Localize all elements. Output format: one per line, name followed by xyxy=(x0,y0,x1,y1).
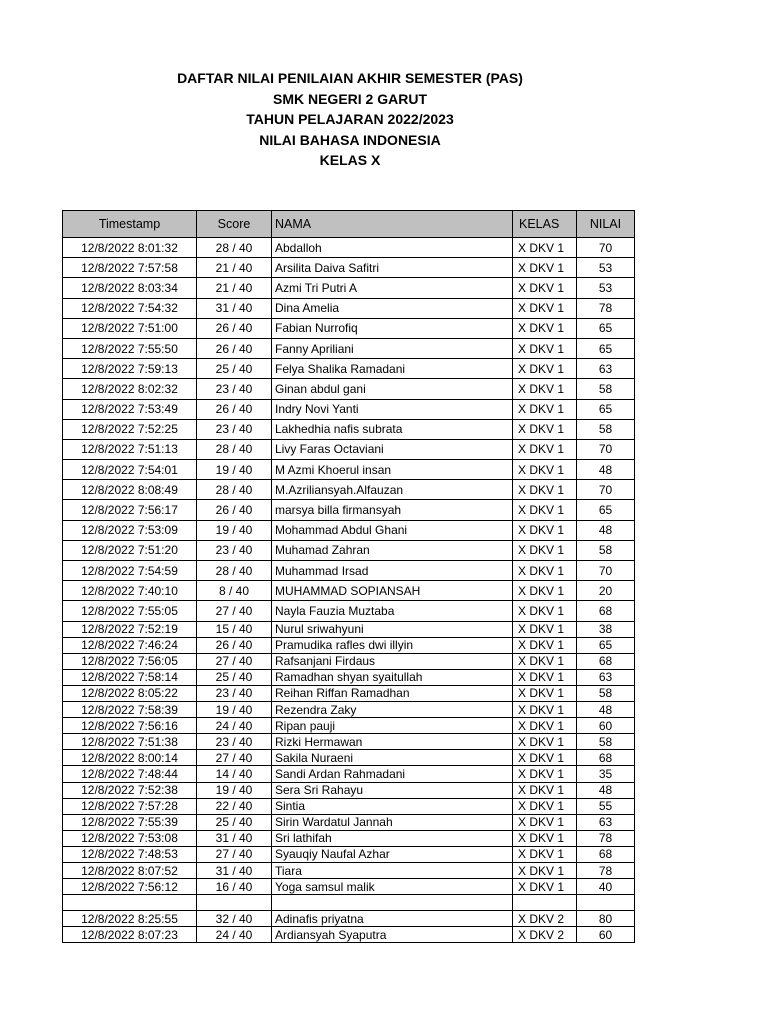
cell-nama: Azmi Tri Putri A xyxy=(272,278,513,298)
cell-score: 24 / 40 xyxy=(197,718,272,734)
table-row xyxy=(63,601,635,621)
cell-nama: Ginan abdul gani xyxy=(272,379,513,399)
cell-score: 28 / 40 xyxy=(197,238,272,258)
cell-score: 25 / 40 xyxy=(197,359,272,379)
table-row xyxy=(63,439,635,459)
cell-nama: Yoga samsul malik xyxy=(272,879,513,895)
cell-nama: Sri lathifah xyxy=(272,830,513,846)
cell-score: 26 / 40 xyxy=(197,338,272,358)
cell-timestamp: 12/8/2022 7:53:49 xyxy=(63,399,197,419)
cell-score: 24 / 40 xyxy=(197,927,272,943)
cell-nilai: 60 xyxy=(577,718,635,734)
header-kelas: KELAS xyxy=(513,211,577,238)
title-line-2: SMK NEGERI 2 GARUT xyxy=(272,90,427,107)
cell-score xyxy=(197,895,272,911)
cell-timestamp: 12/8/2022 8:00:14 xyxy=(63,750,197,766)
table-body xyxy=(63,238,635,943)
cell-kelas: X DKV 1 xyxy=(513,621,577,637)
cell-nilai xyxy=(577,895,635,911)
cell-nilai: 48 xyxy=(577,782,635,798)
cell-score: 26 / 40 xyxy=(197,500,272,520)
cell-timestamp: 12/8/2022 7:57:28 xyxy=(63,798,197,814)
cell-timestamp: 12/8/2022 8:05:22 xyxy=(63,685,197,701)
cell-kelas: X DKV 1 xyxy=(513,669,577,685)
cell-score: 19 / 40 xyxy=(197,460,272,480)
header-timestamp: Timestamp xyxy=(63,211,197,238)
cell-score: 16 / 40 xyxy=(197,879,272,895)
table-row xyxy=(63,702,635,718)
cell-kelas: X DKV 1 xyxy=(513,419,577,439)
cell-kelas: X DKV 1 xyxy=(513,685,577,701)
cell-timestamp: 12/8/2022 7:56:05 xyxy=(63,653,197,669)
cell-score: 19 / 40 xyxy=(197,702,272,718)
table-row xyxy=(63,669,635,685)
cell-nilai: 58 xyxy=(577,734,635,750)
table-row xyxy=(63,419,635,439)
cell-timestamp: 12/8/2022 7:46:24 xyxy=(63,637,197,653)
document-title xyxy=(0,68,700,171)
table-row xyxy=(63,927,635,943)
cell-score: 26 / 40 xyxy=(197,399,272,419)
cell-score: 27 / 40 xyxy=(197,601,272,621)
cell-nilai: 65 xyxy=(577,399,635,419)
cell-nilai: 65 xyxy=(577,338,635,358)
table-row xyxy=(63,298,635,318)
cell-nilai: 68 xyxy=(577,750,635,766)
table-row xyxy=(63,379,635,399)
cell-kelas: X DKV 1 xyxy=(513,581,577,601)
cell-kelas: X DKV 1 xyxy=(513,637,577,653)
cell-nilai: 58 xyxy=(577,379,635,399)
table-row xyxy=(63,338,635,358)
cell-kelas: X DKV 1 xyxy=(513,540,577,560)
cell-kelas: X DKV 1 xyxy=(513,379,577,399)
cell-score: 19 / 40 xyxy=(197,782,272,798)
cell-timestamp: 12/8/2022 7:48:44 xyxy=(63,766,197,782)
cell-timestamp: 12/8/2022 7:52:25 xyxy=(63,419,197,439)
table-row xyxy=(63,581,635,601)
cell-score: 8 / 40 xyxy=(197,581,272,601)
cell-nama: Livy Faras Octaviani xyxy=(272,439,513,459)
cell-nilai: 48 xyxy=(577,702,635,718)
cell-kelas: X DKV 2 xyxy=(513,927,577,943)
table-row xyxy=(63,359,635,379)
cell-nilai: 65 xyxy=(577,637,635,653)
cell-score: 27 / 40 xyxy=(197,653,272,669)
cell-nama: Tiara xyxy=(272,862,513,878)
cell-nilai: 78 xyxy=(577,298,635,318)
cell-timestamp: 12/8/2022 7:53:08 xyxy=(63,830,197,846)
cell-kelas: X DKV 1 xyxy=(513,718,577,734)
cell-nama: Rezendra Zaky xyxy=(272,702,513,718)
cell-nama: Sirin Wardatul Jannah xyxy=(272,814,513,830)
cell-timestamp: 12/8/2022 8:07:23 xyxy=(63,927,197,943)
table-row xyxy=(63,734,635,750)
table-row xyxy=(63,653,635,669)
cell-score: 23 / 40 xyxy=(197,685,272,701)
cell-nilai: 53 xyxy=(577,278,635,298)
cell-nama: Felya Shalika Ramadani xyxy=(272,359,513,379)
table-row xyxy=(63,520,635,540)
cell-nama: Lakhedhia nafis subrata xyxy=(272,419,513,439)
table-row xyxy=(63,278,635,298)
cell-score: 28 / 40 xyxy=(197,480,272,500)
cell-timestamp: 12/8/2022 7:57:58 xyxy=(63,258,197,278)
cell-nilai: 38 xyxy=(577,621,635,637)
cell-kelas: X DKV 1 xyxy=(513,702,577,718)
cell-kelas: X DKV 1 xyxy=(513,480,577,500)
table-row xyxy=(63,480,635,500)
cell-score: 25 / 40 xyxy=(197,669,272,685)
cell-kelas: X DKV 1 xyxy=(513,734,577,750)
cell-score: 23 / 40 xyxy=(197,419,272,439)
cell-nilai: 68 xyxy=(577,601,635,621)
cell-timestamp: 12/8/2022 7:56:16 xyxy=(63,718,197,734)
cell-nama: Sandi Ardan Rahmadani xyxy=(272,766,513,782)
cell-kelas: X DKV 1 xyxy=(513,653,577,669)
cell-kelas: X DKV 1 xyxy=(513,439,577,459)
cell-timestamp: 12/8/2022 7:59:13 xyxy=(63,359,197,379)
cell-kelas: X DKV 1 xyxy=(513,846,577,862)
cell-score: 26 / 40 xyxy=(197,637,272,653)
cell-kelas: X DKV 1 xyxy=(513,750,577,766)
cell-nilai: 48 xyxy=(577,460,635,480)
cell-nilai: 70 xyxy=(577,480,635,500)
cell-timestamp: 12/8/2022 8:25:55 xyxy=(63,911,197,927)
cell-nama: Syauqiy Naufal Azhar xyxy=(272,846,513,862)
cell-kelas: X DKV 1 xyxy=(513,298,577,318)
table-header-row xyxy=(63,211,635,238)
table-row xyxy=(63,460,635,480)
cell-score: 14 / 40 xyxy=(197,766,272,782)
cell-timestamp: 12/8/2022 7:53:09 xyxy=(63,520,197,540)
table-row xyxy=(63,750,635,766)
cell-score: 26 / 40 xyxy=(197,318,272,338)
table-row xyxy=(63,637,635,653)
cell-nilai: 40 xyxy=(577,879,635,895)
header-nilai: NILAI xyxy=(577,211,635,238)
cell-kelas: X DKV 1 xyxy=(513,782,577,798)
cell-nilai: 53 xyxy=(577,258,635,278)
cell-timestamp: 12/8/2022 7:55:39 xyxy=(63,814,197,830)
cell-kelas: X DKV 1 xyxy=(513,460,577,480)
cell-nilai: 70 xyxy=(577,439,635,459)
cell-nilai: 65 xyxy=(577,318,635,338)
cell-score: 25 / 40 xyxy=(197,814,272,830)
header-score: Score xyxy=(197,211,272,238)
cell-nama: Rizki Hermawan xyxy=(272,734,513,750)
cell-nama: Ardiansyah Syaputra xyxy=(272,927,513,943)
cell-kelas: X DKV 1 xyxy=(513,278,577,298)
cell-kelas: X DKV 2 xyxy=(513,911,577,927)
cell-score: 22 / 40 xyxy=(197,798,272,814)
cell-nilai: 70 xyxy=(577,238,635,258)
cell-score: 28 / 40 xyxy=(197,439,272,459)
cell-nama: marsya billa firmansyah xyxy=(272,500,513,520)
table-row xyxy=(63,561,635,581)
cell-timestamp xyxy=(63,895,197,911)
cell-nama: Sintia xyxy=(272,798,513,814)
cell-timestamp: 12/8/2022 8:02:32 xyxy=(63,379,197,399)
cell-nama: Rafsanjani Firdaus xyxy=(272,653,513,669)
cell-score: 31 / 40 xyxy=(197,298,272,318)
cell-timestamp: 12/8/2022 7:40:10 xyxy=(63,581,197,601)
cell-kelas: X DKV 1 xyxy=(513,359,577,379)
cell-timestamp: 12/8/2022 7:51:13 xyxy=(63,439,197,459)
cell-nama: M Azmi Khoerul insan xyxy=(272,460,513,480)
table-row xyxy=(63,814,635,830)
cell-nama: Fanny Apriliani xyxy=(272,338,513,358)
cell-timestamp: 12/8/2022 7:48:53 xyxy=(63,846,197,862)
cell-timestamp: 12/8/2022 7:51:38 xyxy=(63,734,197,750)
title-line-4: NILAI BAHASA INDONESIA xyxy=(259,131,441,148)
cell-nama: Abdalloh xyxy=(272,238,513,258)
cell-kelas: X DKV 1 xyxy=(513,862,577,878)
table-row xyxy=(63,500,635,520)
table-row xyxy=(63,766,635,782)
cell-nilai: 58 xyxy=(577,419,635,439)
cell-score: 23 / 40 xyxy=(197,540,272,560)
cell-timestamp: 12/8/2022 8:07:52 xyxy=(63,862,197,878)
cell-timestamp: 12/8/2022 7:58:39 xyxy=(63,702,197,718)
cell-nama: Sera Sri Rahayu xyxy=(272,782,513,798)
cell-nilai: 70 xyxy=(577,561,635,581)
cell-kelas: X DKV 1 xyxy=(513,399,577,419)
cell-score: 27 / 40 xyxy=(197,750,272,766)
cell-timestamp: 12/8/2022 7:54:32 xyxy=(63,298,197,318)
cell-timestamp: 12/8/2022 8:03:34 xyxy=(63,278,197,298)
cell-timestamp: 12/8/2022 7:54:59 xyxy=(63,561,197,581)
cell-score: 31 / 40 xyxy=(197,862,272,878)
cell-nilai: 63 xyxy=(577,814,635,830)
cell-kelas: X DKV 1 xyxy=(513,500,577,520)
cell-timestamp: 12/8/2022 7:54:01 xyxy=(63,460,197,480)
cell-score: 19 / 40 xyxy=(197,520,272,540)
cell-timestamp: 12/8/2022 7:52:38 xyxy=(63,782,197,798)
cell-timestamp: 12/8/2022 7:56:17 xyxy=(63,500,197,520)
cell-kelas: X DKV 1 xyxy=(513,520,577,540)
cell-timestamp: 12/8/2022 7:55:05 xyxy=(63,601,197,621)
cell-nilai: 60 xyxy=(577,927,635,943)
cell-kelas: X DKV 1 xyxy=(513,766,577,782)
cell-nama: Fabian Nurrofiq xyxy=(272,318,513,338)
cell-nama: Muhammad Irsad xyxy=(272,561,513,581)
cell-kelas: X DKV 1 xyxy=(513,830,577,846)
cell-nama: Sakila Nuraeni xyxy=(272,750,513,766)
cell-nilai: 78 xyxy=(577,830,635,846)
cell-score: 32 / 40 xyxy=(197,911,272,927)
cell-kelas: X DKV 1 xyxy=(513,601,577,621)
table-row xyxy=(63,685,635,701)
cell-nama: Indry Novi Yanti xyxy=(272,399,513,419)
cell-kelas: X DKV 1 xyxy=(513,238,577,258)
cell-nilai: 68 xyxy=(577,653,635,669)
title-line-3: TAHUN PELAJARAN 2022/2023 xyxy=(246,111,454,127)
table-row xyxy=(63,862,635,878)
cell-nama: Reihan Riffan Ramadhan xyxy=(272,685,513,701)
cell-nilai: 65 xyxy=(577,500,635,520)
cell-kelas: X DKV 1 xyxy=(513,338,577,358)
cell-nama: Nurul sriwahyuni xyxy=(272,621,513,637)
cell-timestamp: 12/8/2022 7:52:19 xyxy=(63,621,197,637)
cell-score: 15 / 40 xyxy=(197,621,272,637)
cell-nama: Dina Amelia xyxy=(272,298,513,318)
table-row xyxy=(63,621,635,637)
cell-nilai: 58 xyxy=(577,540,635,560)
table-row xyxy=(63,879,635,895)
cell-nilai: 55 xyxy=(577,798,635,814)
cell-timestamp: 12/8/2022 7:56:12 xyxy=(63,879,197,895)
cell-timestamp: 12/8/2022 8:01:32 xyxy=(63,238,197,258)
cell-nilai: 20 xyxy=(577,581,635,601)
cell-timestamp: 12/8/2022 7:58:14 xyxy=(63,669,197,685)
cell-nama: Nayla Fauzia Muztaba xyxy=(272,601,513,621)
cell-nama: Ripan pauji xyxy=(272,718,513,734)
cell-score: 23 / 40 xyxy=(197,379,272,399)
cell-timestamp: 12/8/2022 8:08:49 xyxy=(63,480,197,500)
cell-kelas xyxy=(513,895,577,911)
cell-nilai: 80 xyxy=(577,911,635,927)
cell-nilai: 48 xyxy=(577,520,635,540)
title-line-1: DAFTAR NILAI PENILAIAN AKHIR SEMESTER (PAS) xyxy=(177,70,523,86)
table-row xyxy=(63,540,635,560)
table-row xyxy=(63,846,635,862)
cell-kelas: X DKV 1 xyxy=(513,814,577,830)
cell-nama: Adinafis priyatna xyxy=(272,911,513,927)
cell-nama: M.Azriliansyah.Alfauzan xyxy=(272,480,513,500)
cell-nilai: 78 xyxy=(577,862,635,878)
table-row xyxy=(63,318,635,338)
cell-nama xyxy=(272,895,513,911)
cell-score: 21 / 40 xyxy=(197,278,272,298)
title-line-5: KELAS X xyxy=(319,152,381,168)
cell-kelas: X DKV 1 xyxy=(513,879,577,895)
header-nama: NAMA xyxy=(272,211,513,238)
cell-nilai: 35 xyxy=(577,766,635,782)
table-row xyxy=(63,258,635,278)
cell-timestamp: 12/8/2022 7:55:50 xyxy=(63,338,197,358)
table-row xyxy=(63,830,635,846)
cell-score: 27 / 40 xyxy=(197,846,272,862)
cell-nilai: 68 xyxy=(577,846,635,862)
cell-nilai: 63 xyxy=(577,359,635,379)
table-row xyxy=(63,718,635,734)
cell-score: 23 / 40 xyxy=(197,734,272,750)
table-row xyxy=(63,399,635,419)
cell-score: 21 / 40 xyxy=(197,258,272,278)
grades-table xyxy=(62,210,635,943)
cell-nama: Mohammad Abdul Ghani xyxy=(272,520,513,540)
table-row xyxy=(63,798,635,814)
cell-kelas: X DKV 1 xyxy=(513,561,577,581)
cell-nilai: 63 xyxy=(577,669,635,685)
cell-timestamp: 12/8/2022 7:51:00 xyxy=(63,318,197,338)
cell-kelas: X DKV 1 xyxy=(513,258,577,278)
cell-nama: Pramudika rafles dwi illyin xyxy=(272,637,513,653)
cell-kelas: X DKV 1 xyxy=(513,318,577,338)
cell-score: 28 / 40 xyxy=(197,561,272,581)
table-row xyxy=(63,911,635,927)
table-row xyxy=(63,238,635,258)
table-row xyxy=(63,782,635,798)
cell-kelas: X DKV 1 xyxy=(513,798,577,814)
cell-nama: Ramadhan shyan syaitullah xyxy=(272,669,513,685)
cell-score: 31 / 40 xyxy=(197,830,272,846)
table-row xyxy=(63,895,635,911)
cell-nama: MUHAMMAD SOPIANSAH xyxy=(272,581,513,601)
cell-nilai: 58 xyxy=(577,685,635,701)
cell-timestamp: 12/8/2022 7:51:20 xyxy=(63,540,197,560)
cell-nama: Muhamad Zahran xyxy=(272,540,513,560)
cell-nama: Arsilita Daiva Safitri xyxy=(272,258,513,278)
